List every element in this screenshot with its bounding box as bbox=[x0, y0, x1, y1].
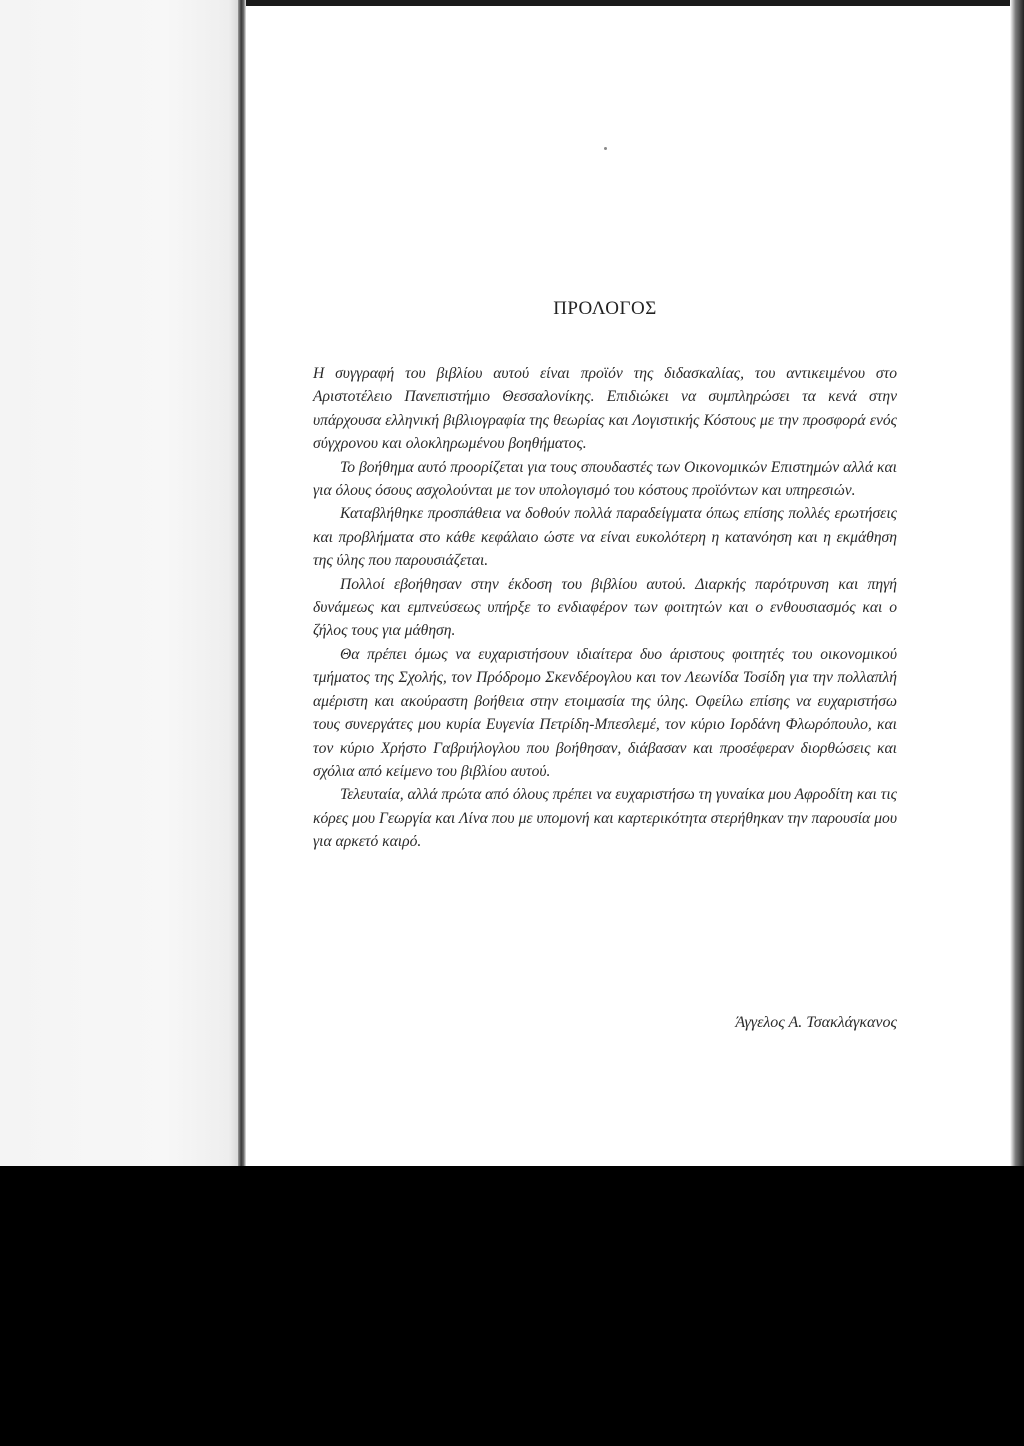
scan-right-edge bbox=[1010, 0, 1024, 1166]
paragraph-6: Τελευταία, αλλά πρώτα από όλους πρέπει να ευχαριστήσω τη γυναίκα μου Αφροδίτη και τις κόρες μου Γεωργία και Λίνα που με υπομονή και καρτερικότητα στερήθηκαν την παρουσία μου για αρκετό καιρό. bbox=[313, 786, 897, 851]
paragraph-3: Καταβλήθηκε προσπάθεια να δοθούν πολλά παραδείγματα όπως επίσης πολλές ερωτήσεις και προβλήματα στο κάθε κεφάλαιο ώστε να είναι ευκολότερη η κατανόηση και η εκμάθηση της ύλης που παρουσιάζεται. bbox=[313, 505, 897, 570]
scan-left-margin bbox=[0, 0, 238, 1166]
preface-body bbox=[313, 362, 897, 854]
paragraph-1: Η συγγραφή του βιβλίου αυτού είναι προϊόν της διδασκαλίας, του αντικειμένου στο Αριστοτέλειο Πανεπιστήμιο Θεσσαλονίκης. Επιδιώκει να συμπληρώσει τα κενά στην υπάρχουσα ελληνική βιβλιογραφία της θεωρίας και Λογιστικής Κόστους με την προσφορά ενός σύγχρονου και ολοκληρωμένου βοηθήματος. bbox=[313, 365, 897, 453]
book-gutter-shadow bbox=[238, 0, 246, 1166]
scan-bottom-black-area bbox=[0, 1166, 1024, 1446]
author-signature: Άγγελος Α. Τσακλάγκανος bbox=[735, 1014, 897, 1031]
page-title: ΠΡΟΛΟΓΟΣ bbox=[553, 298, 657, 319]
paragraph-2: Το βοήθημα αυτό προορίζεται για τους σπουδαστές των Οικονομικών Επιστημών αλλά και για όλους όσους ασχολούνται με τον υπολογισμό του κόστους προϊόντων και υπηρεσιών. bbox=[313, 458, 897, 500]
scan-speck bbox=[604, 147, 607, 150]
paragraph-5: Θα πρέπει όμως να ευχαριστήσουν ιδιαίτερα δυο άριστους φοιτητές του οικονομικού τμήματος της Σχολής, τον Πρόδρομο Σκενδέρογλου και τον Λεωνίδα Τοσίδη για την πολλαπλή αμέριστη και ακούραστη βοήθεια στην ετοιμασία της ύλης. Οφείλω επίσης να ευχαριστήσω τους συνεργάτες μου κυρία Ευγενία Πετρίδη-Μπεσλεμέ, τον κύριο Ιορδάνη Φλωρόπουλο, και τον κύριο Χρήστο Γαβριήλογλου που βοήθησαν, διάβασαν και προσέφεραν διορθώσεις και σχόλια από κείμενο του βιβλίου αυτού. bbox=[313, 645, 897, 780]
paragraph-4: Πολλοί εβοήθησαν στην έκδοση του βιβλίου αυτού. Διαρκής παρότρυνση και πηγή δυνάμεως και εμπνεύσεως υπήρξε το ενδιαφέρον των φοιτητών και ο ενθουσιασμός και ο ζήλος τους για μάθηση. bbox=[313, 575, 897, 640]
